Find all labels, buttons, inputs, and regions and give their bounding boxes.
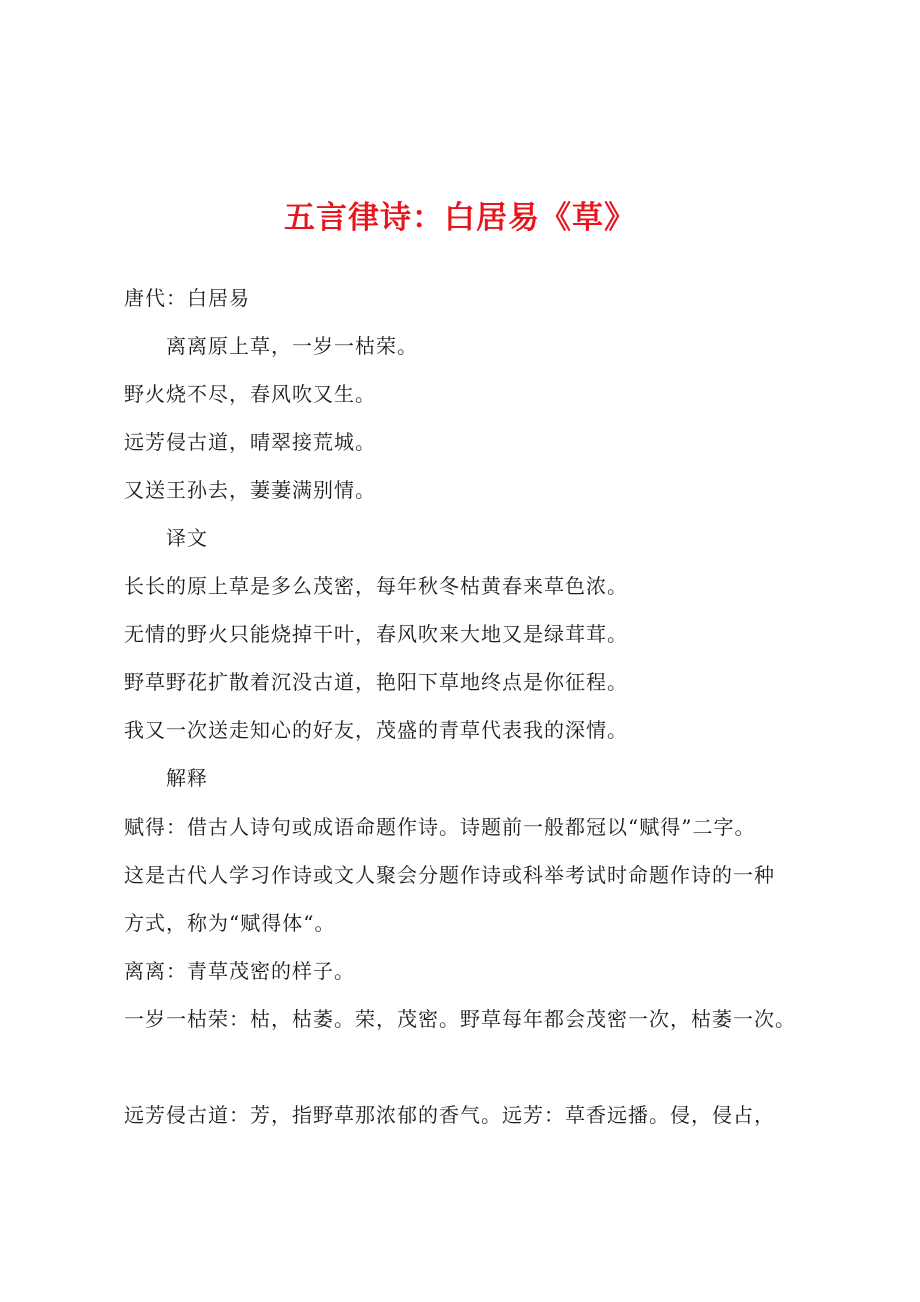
explanation-heading: 解释 — [166, 766, 208, 790]
author-line: 唐代：白居易 — [124, 286, 250, 310]
poem-line: 野火烧不尽，春风吹又生。 — [124, 382, 376, 406]
explanation-line: 一岁一枯荣：枯，枯萎。荣，茂密。野草每年都会茂密一次，枯萎一次。 — [124, 1007, 796, 1031]
explanation-line: 赋得：借古人诗句或成语命题作诗。诗题前一般都冠以“赋得”二字。 — [124, 815, 756, 839]
explanation-line: 远芳侵古道：芳，指野草那浓郁的香气。远芳：草香远播。侵，侵占， — [124, 1103, 775, 1127]
poem-line: 又送王孙去，萋萋满别情。 — [124, 478, 376, 502]
translation-heading: 译文 — [166, 526, 208, 550]
translation-line: 我又一次送走知心的好友，茂盛的青草代表我的深情。 — [124, 718, 628, 742]
explanation-line: 这是古代人学习作诗或文人聚会分题作诗或科举考试时命题作诗的一种 — [124, 863, 775, 887]
translation-line: 野草野花扩散着沉没古道，艳阳下草地终点是你征程。 — [124, 670, 628, 694]
page-title: 五言律诗：白居易《草》 — [284, 200, 636, 236]
explanation-line: 方式，称为“赋得体“。 — [124, 911, 336, 935]
poem-line: 离离原上草，一岁一枯荣。 — [166, 334, 418, 358]
translation-line: 无情的野火只能烧掉干叶，春风吹来大地又是绿茸茸。 — [124, 622, 628, 646]
poem-line: 远芳侵古道，晴翠接荒城。 — [124, 430, 376, 454]
explanation-line: 离离：青草茂密的样子。 — [124, 959, 355, 983]
translation-line: 长长的原上草是多么茂密，每年秋冬枯黄春来草色浓。 — [124, 574, 628, 598]
